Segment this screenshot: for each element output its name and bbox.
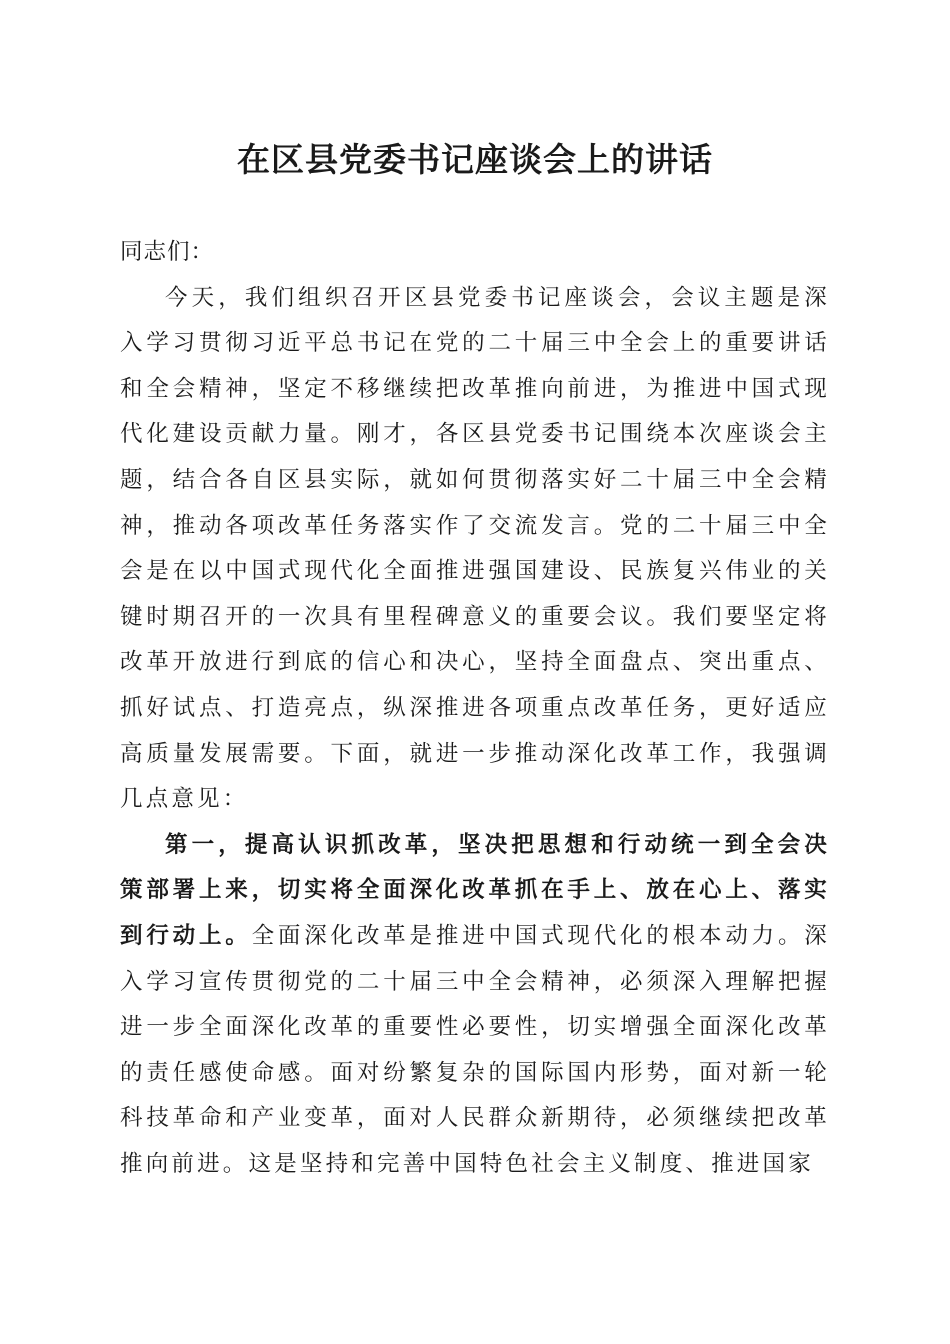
paragraph-1-text: 今天，我们组织召开区县党委书记座谈会，会议主题是深入学习贯彻习近平总书记在党的二十届三中全会上的重要讲话和全会精神，坚定不移继续把改革推向前进，为推进中国式现代化建设贡献力量。刚才，各区县党委书记围绕本次座谈会主题，结合各自区县实际，就如何贯彻落实好二十届三中全会精神，推动各项改革任务落实作了交流发言。党的二十届三中全会是在以中国式现代化全面推进强国建设、民族复兴伟业的关键时期召开的一次具有里程碑意义的重要会议。我们要坚定将改革开放进行到底的信心和决心，坚持全面盘点、突出重点、抓好试点、打造亮点，纵深推进各项重点改革任务，更好适应高质量发展需要。下面，就进一步推动深化改革工作，我强调几点意见： — [120, 284, 830, 813]
paragraph-1 — [120, 276, 830, 823]
document-title: 在区县党委书记座谈会上的讲话 — [237, 140, 713, 179]
paragraph-2 — [120, 823, 830, 1188]
document-body — [120, 230, 830, 1187]
paragraph-2-text: 全面深化改革是推进中国式现代化的根本动力。深入学习宣传贯彻党的二十届三中全会精神，必须深入理解把握进一步全面深化改革的重要性必要性，切实增强全面深化改革的责任感使命感。面对纷繁复杂的国际国内形势，面对新一轮科技革命和产业变革，面对人民群众新期待，必须继续把改革推向前进。这是坚持和完善中国特色社会主义制度、推进国家 — [120, 922, 830, 1177]
greeting: 同志们： — [120, 239, 215, 265]
paragraph-2-lead: 第一，提高认识抓改革，坚决把思想和行动统一到全会决策部署上来，切实将全面深化改革抓在手上、放在心上、落实到行动上。 — [120, 831, 830, 949]
